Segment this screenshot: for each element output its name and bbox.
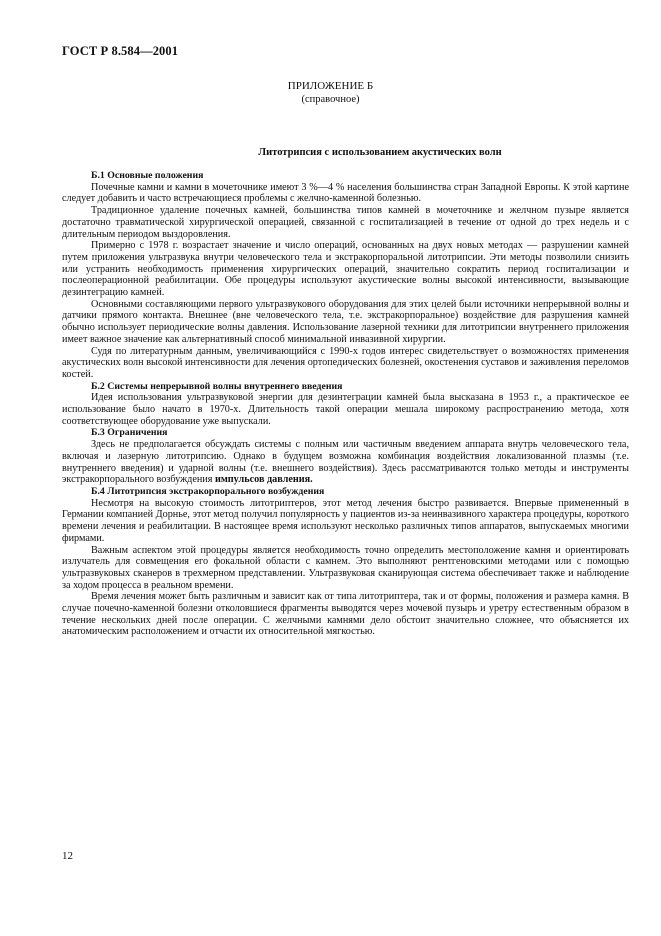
paragraph: Традиционное удаление почечных камней, большинства типов камней в мочеточнике и желчном пузыре является достаточно травматической хирургической операцией, связанной с госпитализацией в течение от одной до трех недель и с длительным периодом выздоровления. bbox=[62, 205, 629, 240]
section-heading: Б.3 Ограничения bbox=[91, 427, 168, 439]
section-b2 bbox=[62, 381, 629, 428]
paragraph: Важным аспектом этой процедуры является необходимость точно определить местоположение камня и ориентировать излучатель для совмещения его фокальной области с камнем. Это выполняют рентгеновскими методами или с помощью ультразвуковых сканеров в трехмерном представлении. Ультразвуковая сканирующая система обеспечивает также и наблюдение за ходом процесса в реальном времени. bbox=[62, 544, 629, 591]
paragraph: Почечные камни и камни в мочеточнике имеют 3 %—4 % населения большинства стран Западной Европы. К этой картине следует добавить и часто встречающиеся проблемы с желчно-каменной болезнью. bbox=[62, 181, 629, 205]
main-title: Литотрипсия с использованием акустических волн bbox=[258, 147, 502, 158]
page-number: 12 bbox=[62, 850, 73, 862]
section-b1 bbox=[62, 170, 629, 381]
section-heading: Б.2 Системы непрерывной волны внутреннего введения bbox=[91, 380, 343, 392]
section-heading: Б.1 Основные положения bbox=[91, 170, 204, 181]
paragraph: Время лечения может быть различным и зависит как от типа литотриптера, так и от формы, положения и размера камня. В случае почечно-каменной болезни отколовшиеся фрагменты выводятся через мочевой пузырь и уретру естественным образом в течение нескольких дней после операции. С желчными камнями дело обстоит значительно сложнее, что объясняется их анатомическим расположением и отчасти их относительной мягкостью. bbox=[62, 591, 629, 638]
section-b3 bbox=[62, 427, 629, 486]
section-heading: Б.4 Литотрипсия экстракорпорального возбуждения bbox=[91, 485, 325, 497]
appendix-subtitle: (справочное) bbox=[301, 94, 360, 105]
paragraph: Несмотря на высокую стоимость литотриптеров, этот метод лечения быстро развивается. Впервые примененный в Германии компанией Дорнье, этот метод получил популярность у пациентов из-за неинвазивного характера процедуры, короткого времени лечения и реабилитации. В настоящее время используют несколько различных типов аппаратов, выпускаемых многими фирмами. bbox=[62, 497, 629, 544]
paragraph bbox=[62, 439, 629, 486]
section-b4 bbox=[62, 486, 629, 638]
appendix-title: ПРИЛОЖЕНИЕ Б bbox=[287, 80, 374, 92]
paragraph: Основными составляющими первого ультразвукового оборудования для этих целей были источники непрерывной волны и датчики прямого контакта. Внешнее (вне человеческого тела, т.е. экстракорпоральное) воздействие для разрушения камней обычно использует периодические волны давления. Использование лазерной техники для литотрипсии внутреннего приложения имеет важное значение как альтернативный способ минимальной инвазивной хирургии. bbox=[62, 298, 629, 345]
paragraph: Примерно с 1978 г. возрастает значение и число операций, основанных на двух новых методах — разрушении камней путем приложения ультразвука внутри человеческого тела и экстракорпоральной литотрипсии. Эти методы позволили снизить или устранить необходимость применения хирургических операций, значительно сократить период госпитализации и послеоперационной реабилитации. Обе процедуры используют акустические волны высокой интенсивности, вызывающие дезинтеграцию камней. bbox=[62, 240, 629, 299]
emphasis-text: импульсов давления. bbox=[215, 474, 313, 486]
paragraph: Идея использования ультразвуковой энергии для дезинтеграции камней была высказана в 1953 г., а практическое ее использование было начато в 1970-х. Длительность такой операции мешала широкому распространению метода, хотя соответствующее оборудование уже выпускали. bbox=[62, 392, 629, 427]
standard-header: ГОСТ Р 8.584—2001 bbox=[62, 44, 179, 58]
document-body bbox=[62, 170, 629, 638]
paragraph-text: Здесь не предполагается обсуждать системы с полным или частичным введением аппарата внутрь человеческого тела, включая и лазерную литотрипсию. Однако в будущем возможна комбинация воздействия локализованной плазмы (т.е. внутреннего введения) и ударной волны (т.е. внешнего воздействия). Здесь рассматриваются только методы и инструменты экстракорпорального возбуждения bbox=[62, 439, 629, 486]
appendix-block bbox=[0, 80, 661, 106]
paragraph: Судя по литературным данным, увеличивающийся с 1990-х годов интерес свидетельствует о возможностях применения акустических волн высокой интенсивности для лечения ортопедических болезней, окостенения суставов и заживления переломов костей. bbox=[62, 345, 629, 380]
